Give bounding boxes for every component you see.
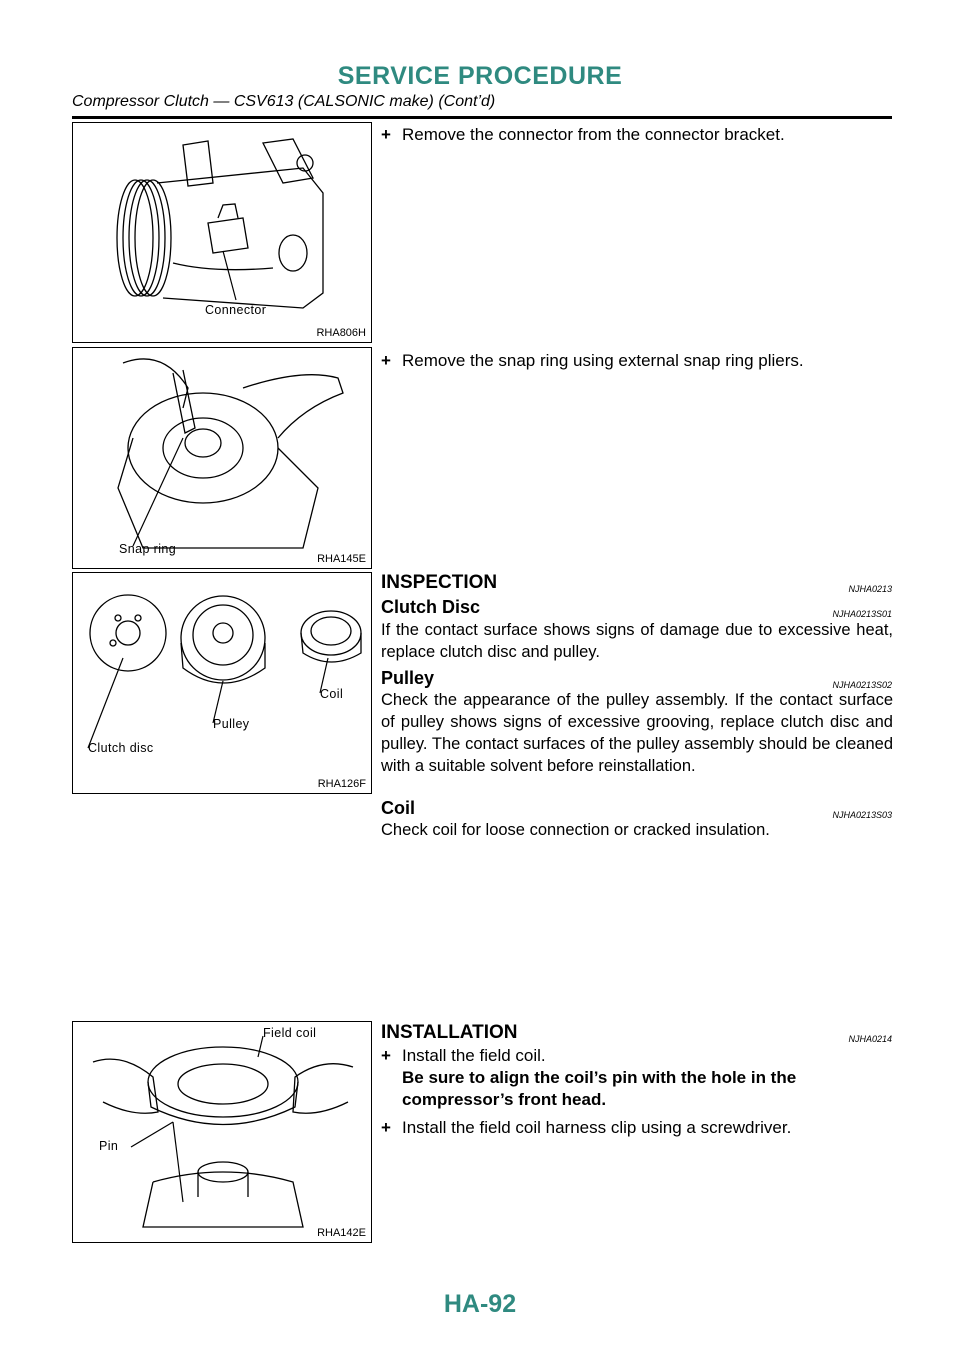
figure-connector	[72, 122, 372, 343]
ref-code: NJHA0213S01	[832, 609, 892, 619]
section-heading-installation: INSTALLATION	[381, 1022, 518, 1043]
label-coil: Coil	[320, 687, 344, 701]
label-clutch-disc: Clutch disc	[88, 741, 154, 755]
ref-code: NJHA0213S03	[832, 810, 892, 820]
figure-code: RHA142E	[317, 1227, 366, 1239]
bullet-icon: +	[381, 125, 391, 144]
page-number: HA-92	[443, 1290, 517, 1318]
label-pulley: Pulley	[213, 717, 250, 731]
section-heading-inspection: INSPECTION	[381, 572, 498, 593]
label-connector: Connector	[205, 303, 267, 317]
header-rule	[72, 116, 892, 119]
figure-code: RHA126F	[317, 778, 366, 790]
caution-note: Be sure to align the coil’s pin with the hole in the compressor’s front head.	[402, 1068, 797, 1109]
figure-clutch-parts	[72, 572, 372, 794]
bullet-icon: +	[381, 1118, 391, 1137]
step-text: Install the field coil.	[402, 1046, 546, 1065]
ref-code: NJHA0213	[848, 584, 892, 594]
subheading-coil: Coil	[381, 798, 415, 818]
label-snap-ring: Snap ring	[119, 542, 177, 556]
bullet-icon: +	[381, 351, 391, 370]
snap-ring-illustration	[73, 348, 373, 570]
figure-field-coil	[72, 1021, 372, 1243]
label-field-coil: Field coil	[263, 1026, 317, 1040]
subheading-clutch-disc: Clutch Disc	[381, 597, 481, 617]
page-title: SERVICE PROCEDURE	[337, 62, 623, 90]
page-subtitle: Compressor Clutch — CSV613 (CALSONIC make) (Cont’d)	[72, 93, 496, 110]
field-coil-illustration	[73, 1022, 373, 1244]
bullet-icon: +	[381, 1046, 391, 1065]
paragraph-coil: Check coil for loose connection or cracked insulation.	[381, 821, 770, 839]
paragraph-pulley: Check the appearance of the pulley assembly. If the contact surface of pulley shows signs of excessive grooving, replace clutch disc and pulley. The contact surfaces of the pulley assembly should be cleaned with a suitable solvent before reinstallation.	[381, 691, 893, 775]
figure-snap-ring	[72, 347, 372, 569]
figure-code: RHA145E	[317, 553, 366, 565]
ref-code: NJHA0213S02	[832, 680, 892, 690]
paragraph-clutch-disc: If the contact surface shows signs of damage due to excessive heat, replace clutch disc and pulley.	[381, 621, 893, 661]
clutch-parts-illustration	[73, 573, 373, 795]
label-pin: Pin	[99, 1139, 119, 1153]
subheading-pulley: Pulley	[381, 668, 435, 688]
figure-code: RHA806H	[316, 327, 366, 339]
ref-code: NJHA0214	[848, 1034, 892, 1044]
